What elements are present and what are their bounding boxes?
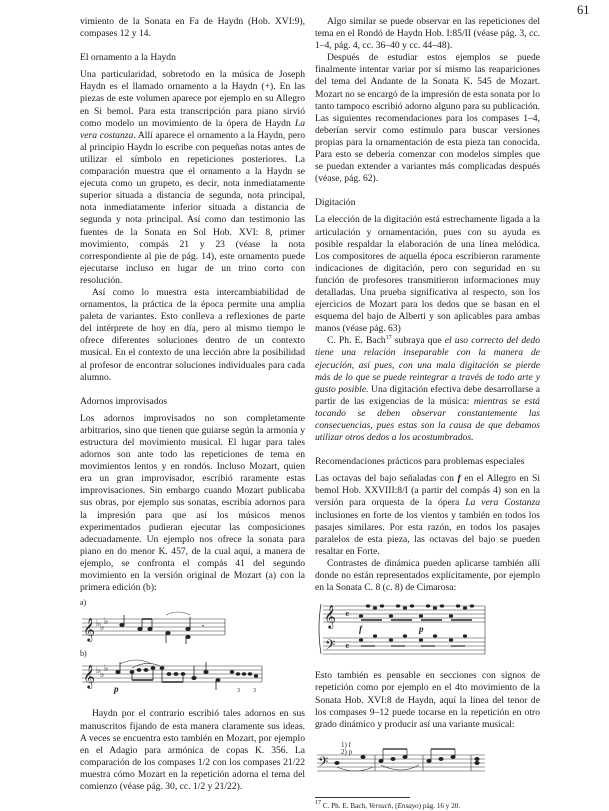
- note-head: [433, 635, 437, 638]
- paragraph: Esto también es pensable en secciones con signos de repetición como por ejemplo en el 4to movimiento de la Sonata Hob. XVI:8 de Haydn, aquí la línea del tenor de los compases 9–12 puede tocarse en la repetición en otro grado dinámico y producir así una variante musical:: [315, 670, 540, 730]
- example-a-label: a): [80, 598, 87, 608]
- note-head: [449, 639, 453, 642]
- footnote-ref[interactable]: 17: [385, 335, 392, 342]
- note-head: [380, 605, 384, 608]
- svg-text:♭: ♭: [96, 618, 101, 629]
- triplet-mark: 3: [253, 688, 256, 695]
- svg-text:♭: ♭: [104, 663, 109, 674]
- paragraph: Después de estudiar estos ejemplos se puede finalmente intentar variar por sí mismo las reapariciones del tema del Andante de la Sonata K. 545 de Mozart. Mozart no se encargó de la impresión de esta sonata por lo tanto tampoco escribió adorno alguno para su publicación. Las siguientes recomendaciones para los compases 1–4, deberían servir como estímulo para buscar versiones propias para la ornamentación de esta pieza tan conocida. Para esto se debería comenzar con modelos simples que se puedan extender a variantes más complicadas después (véase, pág. 62).: [315, 52, 540, 185]
- page-number: 61: [577, 3, 590, 17]
- note-head: [359, 639, 363, 642]
- note-head: [419, 639, 423, 642]
- music-staff-b: [80, 658, 310, 698]
- common-time-icon: 𝄴: [345, 610, 350, 622]
- note-head: [373, 607, 377, 610]
- footnote: $^{17}$ C. Ph. E. Bach, Versuch, (Ensayo) pág. 16 y 20.: [315, 799, 461, 810]
- note-head: [433, 607, 437, 610]
- note-head: [403, 607, 407, 610]
- example-b-label: b): [80, 649, 87, 659]
- note-head: [449, 615, 453, 618]
- svg-text:𝄾: 𝄾: [202, 622, 205, 632]
- paragraph: Las octavas del bajo señaladas con f en el Allegro en Si bemol Hob. XXVIII:8/I (a partir del compás 4) son en la versión para orquesta de la ópera La vera Costanza inclusiones en forte de los vientos y también en todos los pasajes similares. Por esta razón, en todos los pasajes paralelos de esta pieza, las octavas del bajo se pueden resaltar en Forte.: [315, 473, 541, 557]
- music-example-haydn-tenor: [315, 735, 540, 783]
- dynamic-piano: p: [114, 684, 119, 695]
- note-head: [456, 605, 460, 608]
- paragraph: Algo similar se puede observar en las repeticiones del tema en el Rondó de Haydn Hob. I:85/II (véase pág. 3, cc. 1–4, pág. 4, cc. 36–40 y cc. 44–48).: [315, 16, 540, 52]
- note-head: [366, 605, 370, 608]
- note-head: [463, 607, 467, 610]
- section-heading-digitacion: Digitación: [315, 197, 356, 209]
- note-head: [359, 615, 363, 618]
- music-example-mozart-k457: [80, 598, 305, 702]
- note-head: [470, 605, 474, 608]
- dynamic-marking: 1) f: [341, 740, 351, 749]
- paragraph: Una particularidad, sobretodo en la música de Joseph Haydn es el llamado ornamento a la Haydn (+). En las piezas de este volumen aparece por ejemplo en su Allegro en Si bemol. Para esta transcripción para piano sirvió como modelo un movimiento de la ópera de Haydn La vera costanza. Allí aparece el ornamento a la Haydn, pero al principio Haydn lo escribe con pequeñas notas antes de utilizar el símbolo en repeticiones posteriores. La comparación muestra que el ornamento a la Haydn se ejecuta como un grupeto, es decir, nota inmediatamente superior situada a distancia de segunda, nota principal, nota inmediatamente inferior situada a distancia de segunda y nota principal. Así como dan testimonio las fuentes de la Sonata en Sol Hob. XVI: 8, primer movimiento, compás 21 y 23 (véase la nota correspondiente al pie de pág. 14), este ornamento puede ejecutarse incluso en lugar de un trino corto con resolución.: [80, 69, 305, 286]
- note-head: [396, 605, 400, 608]
- note-head: [389, 615, 393, 618]
- svg-text:♭: ♭: [104, 616, 109, 627]
- bass-clef-icon: 𝄢: [318, 755, 329, 773]
- note-head: [389, 639, 393, 642]
- treble-clef-icon: 𝄞: [83, 619, 95, 642]
- treble-clef-icon: 𝄞: [83, 666, 95, 689]
- music-example-cimarosa: [315, 598, 540, 664]
- note-head: [403, 635, 407, 638]
- note-head: [373, 635, 377, 638]
- footnote-divider: [315, 797, 410, 798]
- left-column: [80, 16, 305, 793]
- grand-staff: [315, 598, 515, 660]
- dynamic-piano: p: [419, 624, 424, 635]
- paragraph: Contrastes de dinámica pueden aplicarse también allí donde no están representados explícitamente, por ejemplo en la Sonata C. 8 (c. 8) de Cimarosa:: [315, 557, 540, 594]
- triplet-mark: 3: [237, 688, 240, 695]
- treble-clef-icon: 𝄞: [324, 606, 336, 629]
- bass-clef-icon: 𝄢: [325, 639, 336, 657]
- svg-text:♭: ♭: [96, 665, 101, 676]
- bass-staff: [315, 735, 515, 779]
- svg-text:♭: ♭: [100, 622, 105, 633]
- right-column: [315, 16, 540, 811]
- dynamic-forte: f: [359, 624, 362, 635]
- paragraph: Así como lo muestra esta intercambiabilidad de ornamentos, la práctica de la época permite una amplia paleta de variantes. Esto conlleva a reflexiones de parte del intérprete de hoy en día, pero al mismo tiempo le ofrece diferentes soluciones dentro de un contexto musical. En el contexto de una lección abre la posibilidad al profesor de encontrar soluciones individuales para cada alumno.: [80, 286, 305, 383]
- paragraph: C. Ph. E. Bach$^{17}$ subraya que el uso correcto del dedo tiene una relación inseparable con la manera de ejecución, así pues, con una mala digitación se pierde más de lo que se puede reintegrar a través de todo arte y gusto posible. Una digitación efectiva debe desarrollarse a partir de las exigencias de la música: mientras se está tocando se deben observar constantemente las consecuencias, pues estas son la causa de que debamos utilizar otros dedos a los acostumbrados.: [315, 335, 540, 444]
- note-head: [440, 605, 444, 608]
- note-head: [410, 605, 414, 608]
- note-head: [426, 605, 430, 608]
- common-time-icon: 𝄴: [345, 642, 350, 654]
- paragraph: Los adornos improvisados no son completamente arbitrarios, sino que tienen que guiarse según la armonía y estructura del movimiento musical. El lugar para tales adornos son ante todo las repeticiones de tema en movimientos lentos y en rondós. Incluso Mozart, quien era un gran improvisador, escribió raramente estas improvisaciones. Sin embargo cuando Mozart publicaba sus obras, por ejemplo sus sonatas, escribía adornos para la impresión para que así los músicos menos experimentados pudieran ejecutar las composiciones adecuadamente. Un ejemplo nos ofrece la sonata para piano en do menor K. 457, de la cual aquí, a manera de ejemplo, se confronta el compás 41 del segundo movimiento en la versión original de Mozart (a) con la primera edición (b):: [80, 412, 305, 594]
- section-heading-ornamento: El ornamento a la Haydn: [80, 52, 176, 64]
- svg-text:♭: ♭: [100, 669, 105, 680]
- paragraph: Haydn por el contrario escribió tales adornos en sus manuscritos fijando de esta manera claramente sus ideas. A veces se encuentra esto también en Mozart, por ejemplo en el Adagio para armónica de copas K. 356. La comparación de los compases 1/2 con los compases 21/22 muestra cómo Mozart en la repetición adorna el tema del comienzo (véase pág. 30, cc. 1/2 y 21/22).: [80, 708, 305, 792]
- note-head: [419, 615, 423, 618]
- section-heading-adornos: Adornos improvisados: [80, 395, 168, 407]
- paragraph: La elección de la digitación está estrechamente ligada a la articulación y ornamentación, pues con su ayuda es posible respaldar la elaboración de una línea melódica. Los compositores de aquella época escribieron raramente indicaciones de digitación, pero con seguridad en su función de profesores transmitieron informaciones muy detalladas. Una prueba significativa al respecto, son los ejercicios de Mozart para los dedos que se basan en el esquema del bajo de Alberti y son aplicables para ambas manos (véase pág. 63): [315, 214, 540, 335]
- section-heading-recomendaciones: Recomendaciones prácticos para problemas especiales: [315, 456, 525, 468]
- dynamic-marking: 2) p: [341, 747, 353, 756]
- intro-paragraph: vimiento de la Sonata en Fa de Haydn (Hob. XVI:9), compases 12 y 14.: [80, 16, 305, 40]
- note-head: [463, 635, 467, 638]
- music-staff-a: [80, 607, 280, 645]
